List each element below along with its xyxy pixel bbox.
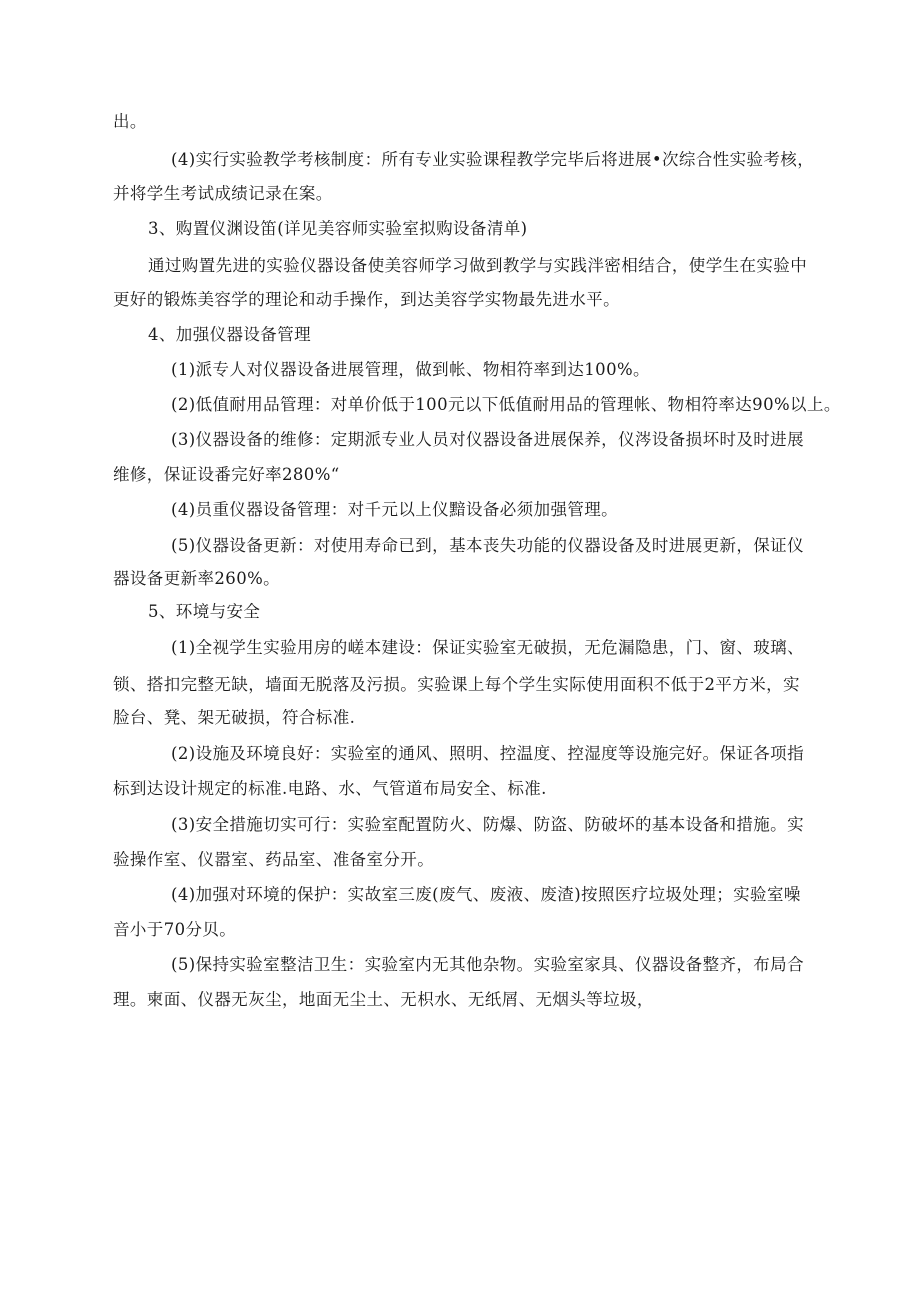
text-line: 维修，保证设番完好率280%“	[113, 465, 340, 484]
text-line: 更好的锻炼美容学的理论和动手操作，到达美容学实物最先进水平。	[113, 290, 620, 309]
text-line: (3)仪器设备的维修：定期派专业人员对仪器设备进展保养，仪涔设备损坏时及时进展	[171, 430, 804, 449]
text-line: (4)加强对环境的保护：实故室三废(废气、废液、废渣)按照医疗垃圾处理；实验室噪	[171, 885, 801, 904]
text-line: (5)仪器设备更新：对使用寿命已到，基本丧失功能的仪器设备及时进展更新，保证仪	[171, 536, 804, 555]
text-line: (4)员重仪器设备管理：对千元以上仪黯设备必须加强管理。	[171, 500, 619, 519]
text-line: 锁、搭扣完整无缺，墙面无脱落及污损。实验课上每个学生实际使用面积不低于2平方米，实	[113, 675, 800, 694]
text-line: (1)派专人对仪器设备进展管理，做到帐、物相符率到达100%。	[171, 360, 650, 379]
text-line: (3)安全措施切实可行：实验室配置防火、防爆、防盗、防破坏的基本设备和措施。实	[171, 815, 804, 834]
text-line: 出。	[113, 112, 147, 131]
text-line: 理。柬面、仪器无灰尘，地面无尘土、无枳水、无纸屑、无烟头等垃圾，	[113, 990, 654, 1009]
text-line: (2)设施及环境良好：实验室的通风、照明、控温度、控湿度等设施完好。保证各项指	[171, 744, 804, 763]
text-line: 音小于70分贝。	[113, 920, 237, 939]
section-heading: 5、环境与安全	[148, 602, 261, 621]
text-line: (2)低值耐用品管理：对单价低于100元以下低值耐用品的管理帐、物相符率达90%以上。	[171, 395, 841, 414]
text-line: 验操作室、仪嚣室、药品室、准备室分开。	[113, 850, 435, 869]
text-line: 通过购置先进的实验仪器设备使美容师学习做到教学与实践泮密相结合，使学生在实验中	[148, 256, 808, 275]
section-heading: 3、购置仪渊设笛(详见美容师实验室拟购设备清单)	[148, 219, 528, 238]
text-line: (4)实行实验教学考核制度：所有专业实验课程教学完毕后将进展•次综合性实验考核，	[171, 150, 815, 169]
text-line: 脸台、凳、架无破损，符合标准.	[113, 708, 356, 727]
text-line: (5)保持实验室整洁卫生：实验室内无其他杂物。实验室家具、仪器设备整齐，布局合	[171, 955, 804, 974]
section-heading: 4、加强仪器设备管理	[148, 325, 311, 344]
text-line: (1)全视学生实验用房的嵯本建设：保证实验室无破损，无危漏隐患，门、窗、玻璃、	[171, 638, 804, 657]
text-line: 器设备更新率260%。	[113, 569, 281, 588]
text-line: 并将学生考试成绩记录在案。	[113, 184, 333, 203]
text-line: 标到达设计规定的标准.电路、水、气管道布局安全、标准.	[113, 779, 547, 798]
